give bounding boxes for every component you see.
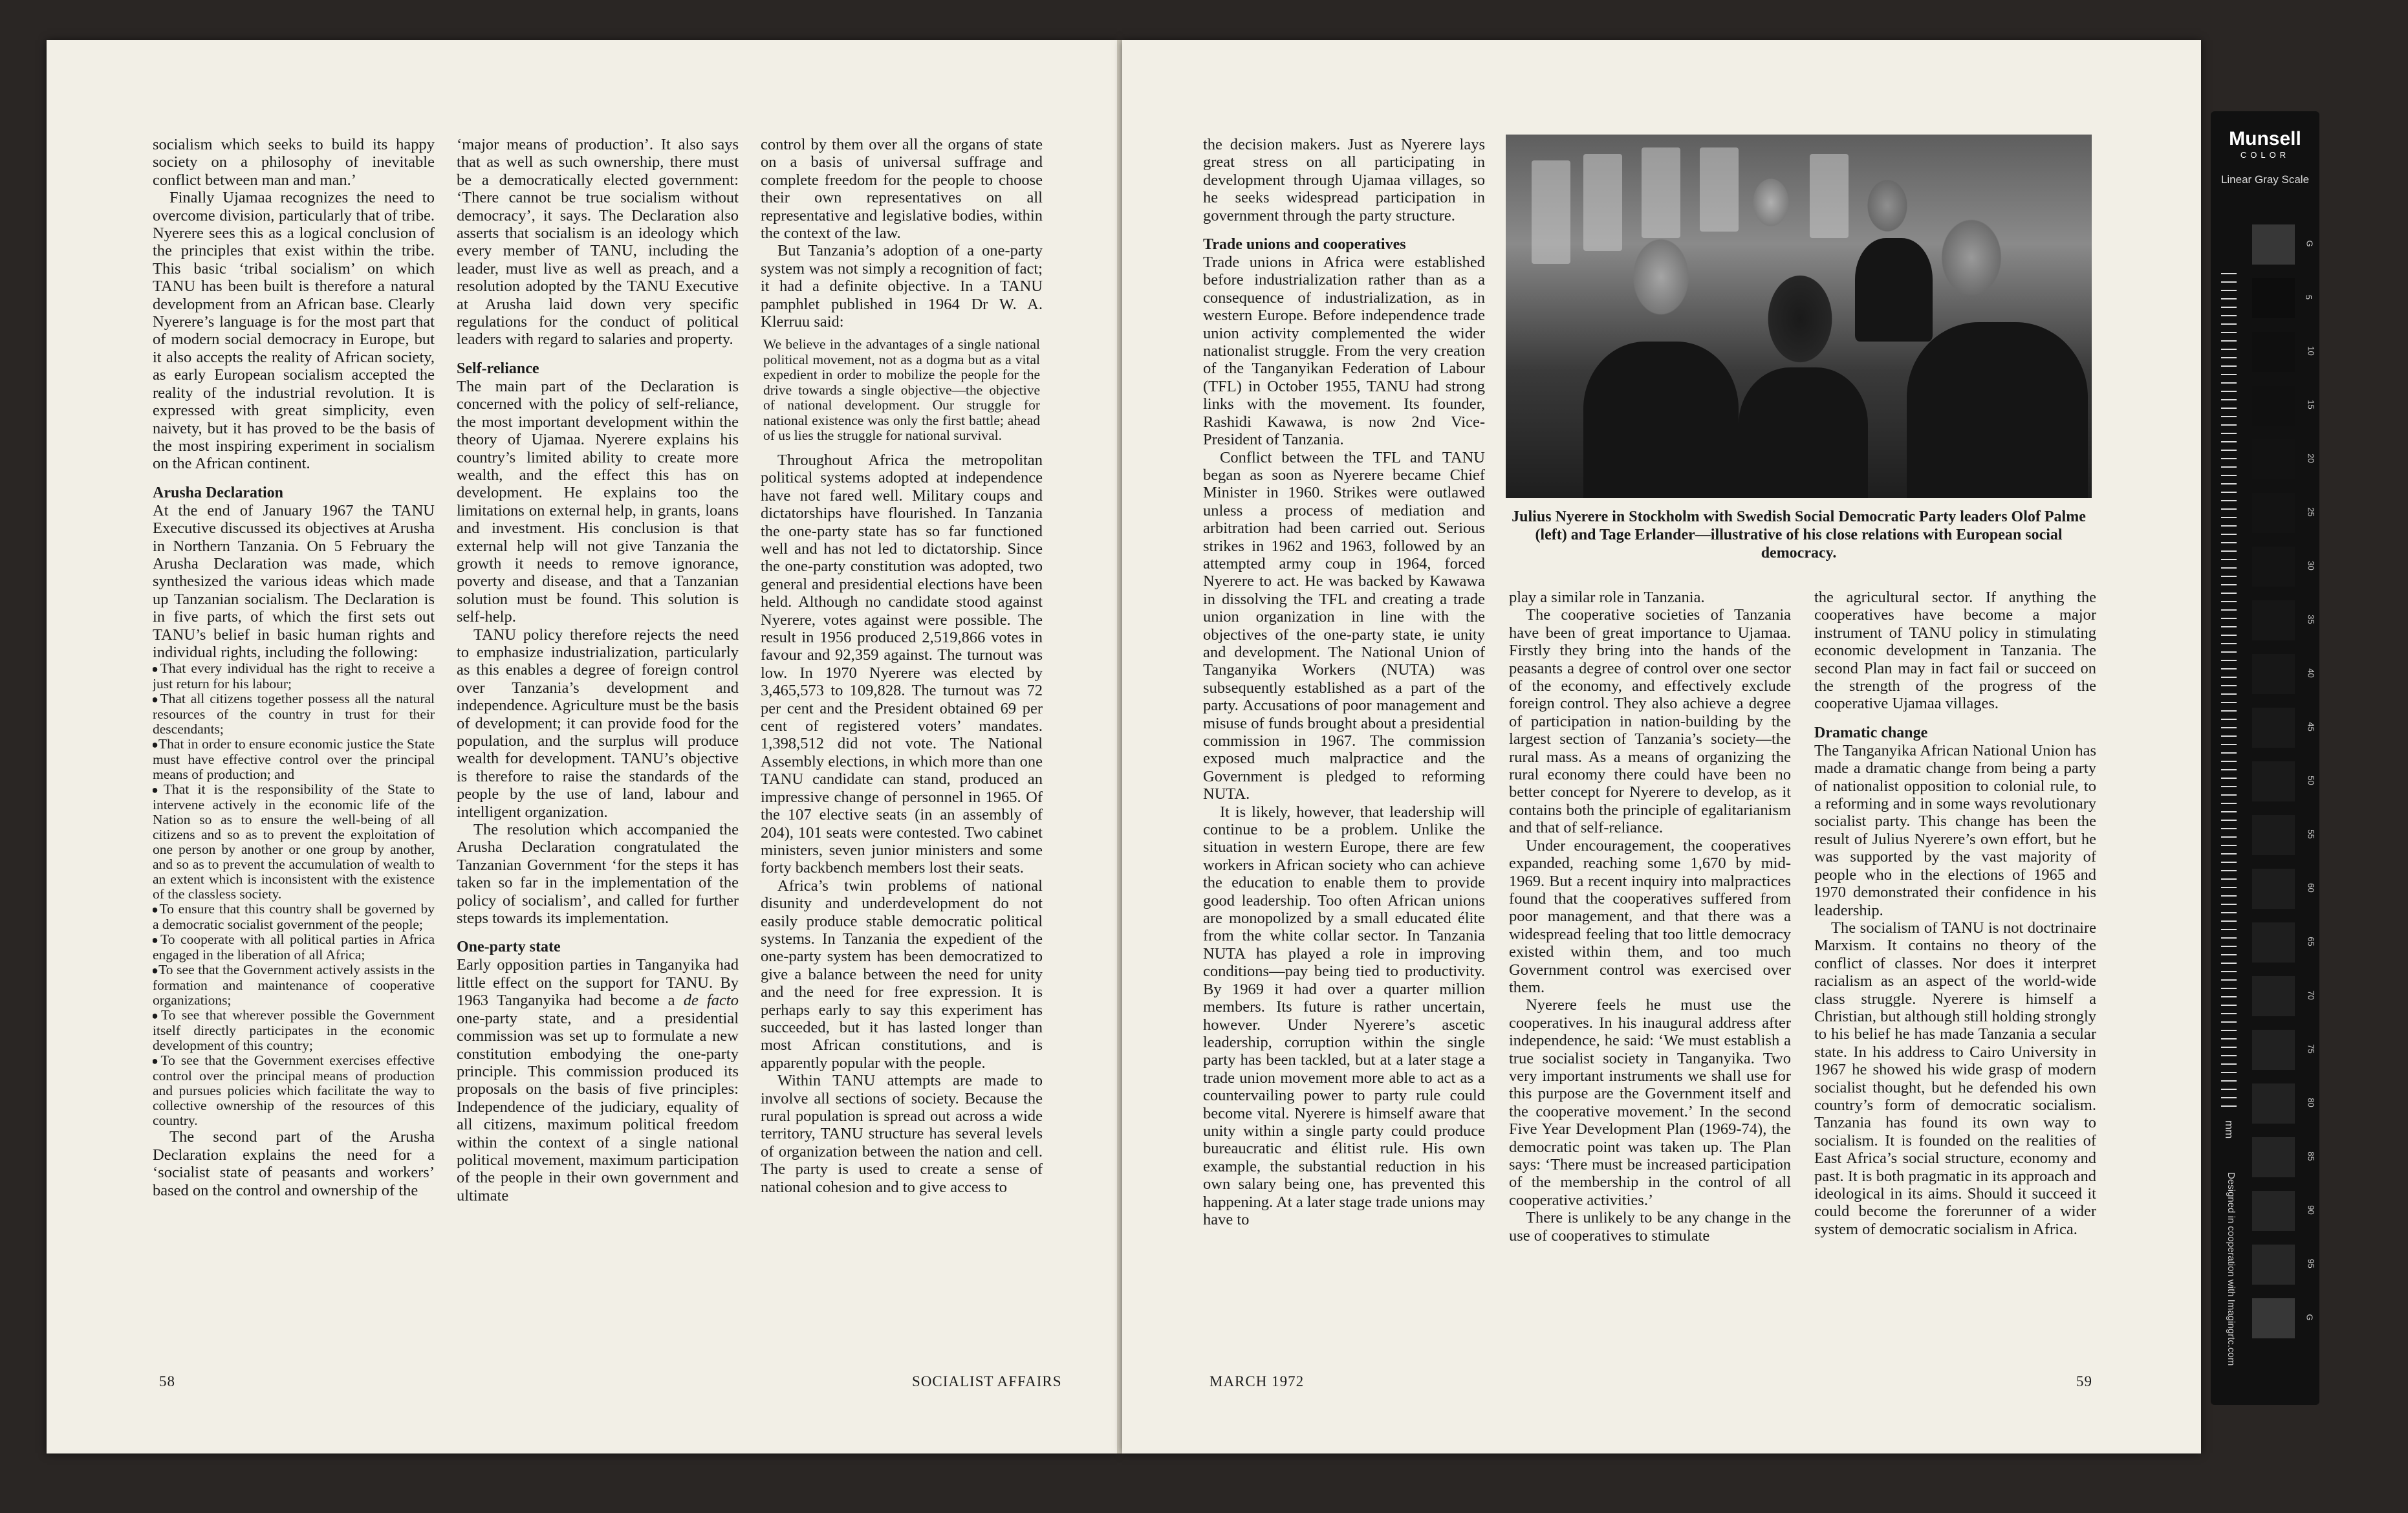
paragraph: Finally Ujamaa recognizes the need to overcome division, particularly that of tribe. Nyerere sees this as a logical conclusion of the principles that exist within the tribe. This basic ‘tribal socialism’ on which TANU has been built is therefore a natural development from an African base. Clearly Nyerere’s language is for the most part that of modern social democracy in Europe, but it also accepts the reality of African society, as early European socialism accepted the reality of the industrial revolution. It is expressed with great simplicity, even naivety, but it has proved to be the basis of the most inspiring experiment in socialism on the African continent. <box>153 189 435 473</box>
section-heading: One-party state <box>457 939 561 956</box>
gray-scale-mark: G <box>2305 1314 2315 1321</box>
gray-swatch <box>2252 815 2295 855</box>
gray-swatch <box>2252 224 2295 265</box>
gray-scale-mark: 45 <box>2306 722 2316 732</box>
millimetre-ruler <box>2221 273 2237 1114</box>
photo-caption: Julius Nyerere in Stockholm with Swedish Social Democratic Party leaders Olof Palme (left) and Tage Erlander—illustrative of his close relations with European social democracy. <box>1512 508 2086 561</box>
paragraph: Throughout Africa the metropolitan political systems adopted at independence have not fared well. Military coups and dictatorships have flourished. In Tanzania the one-party state has so far functioned well and has not led to dictatorship. Since the one-party constitution was adopted, two general and presidential elections have been held. Although no candidate stood against Nyerere, votes against were possible. The result in 1956 produced 2,519,866 votes in favour and 92,359 against. The turnout was low. In 1970 Nyerere was elected by 3,465,573 to 109,828. The turnout was 72 per cent and the President obtained 69 per cent of registered voters’ mandates. 1,398,512 did not vote. The National Assembly elections, in which more than one TANU candidate can stand, produced an impressive change of personnel in 1965. Of the 107 elective seats (in an assembly of 204), 101 seats were contested. Two cabinet ministers, seven junior ministers and some forty backbench members lost their seats. <box>761 451 1043 877</box>
bullet-item: ● To ensure that this country shall be governed by a democratic socialist government of the people; <box>153 902 435 932</box>
gray-swatch <box>2252 278 2295 318</box>
paragraph: The socialism of TANU is not doctrinaire Marxism. It contains no theory of the conflict of classes. Nor does it interpret racialism as an aspect of the world-wide class struggle. Nyerere is himself a Christian, but although still holding strongly to his belief he has made Tanzania a secular state. In his address to Cairo University in 1967 he showed his wide grasp of modern socialist thought, but he defended his own country’s form of democratic socialism. Tanzania has found its own way to socialism. It is founded on the realities of East Africa’s social structure, economy and past. It is both pragmatic in its approach and ideological in its aims. Should it succeed it could become the forerunner of a wider system of democratic socialism in Africa. <box>1814 919 2096 1238</box>
paragraph: TANU policy therefore rejects the need to emphasize industrialization, particularly as this enables a degree of foreign control over Tanzania’s development and independence. Agriculture must be the basis of development; it can provide food for the population, and the surplus will produce wealth for development. TANU’s objective is therefore to raise the standards of the people by the use of land, labour and intelligent organization. <box>457 626 739 821</box>
bullet-item: ● That every individual has the right to receive a just return for his labour; <box>153 661 435 691</box>
paragraph: But Tanzania’s adoption of a one-party system was not simply a recognition of fact; it had a definite objective. In a TANU pamphlet published in 1964 Dr W. A. Klerruu said: <box>761 242 1043 331</box>
paragraph: The cooperative societies of Tanzania have been of great importance to Ujamaa. Firstly they bring into the hands of the peasants a degree of control over one sector of the economy, and effectively exclude foreign control. They also achieve a degree of participation in nation-building by the largest section of Tanzania’s society—the rural mass. As a means of organizing the rural economy there could have been no better concept for Nyerere to develop, as it contains both the principle of egalitarianism and that of self-reliance. <box>1509 606 1791 837</box>
left-column-2 <box>457 136 739 1352</box>
gray-scale-mark: 40 <box>2306 668 2316 678</box>
gray-swatch <box>2252 1030 2295 1070</box>
paragraph: The Tanganyika African National Union has made a dramatic change from being a party of nationalist opposition to colonial rule, to a reforming and in some ways revolutionary socialist party. This change has been the result of Julius Nyerere’s own effort, but he was supported by the vast majority of people who in the elections of 1965 and 1970 demonstrated their confidence in his leadership. <box>1814 741 2096 919</box>
section-heading: Arusha Declaration <box>153 484 283 501</box>
right-column-1 <box>1203 136 1485 1352</box>
bullet-item: ● That all citizens together possess all the natural resources of the country in trust for their descendants; <box>153 691 435 737</box>
right-column-3 <box>1814 589 2096 1352</box>
gray-scale-mark: 95 <box>2306 1259 2316 1268</box>
bullet-item: ● That it is the responsibility of the State to intervene actively in the economic life of the Nation so as to ensure the well-being of all citizens and so as to prevent the exploitation of one person by another or one group by another, and so as to prevent the accumulation of wealth to an extent which is inconsistent with the existence of the classless society. <box>153 782 435 902</box>
gray-swatch <box>2252 761 2295 801</box>
right-column-2 <box>1509 589 1791 1352</box>
gray-scale-mark: 85 <box>2306 1151 2316 1161</box>
running-footer-left: SOCIALIST AFFAIRS <box>912 1373 1062 1389</box>
card-credit: Designed in cooperation with Imagingrtc.com <box>2226 1172 2237 1366</box>
card-title: Linear Gray Scale <box>2220 173 2310 186</box>
gray-swatch <box>2252 493 2295 533</box>
munsell-logo: Munsell COLOR <box>2229 128 2301 160</box>
paragraph: The main part of the Declaration is concerned with the policy of self-reliance, the most important development within the theory of Ujamaa. Nyerere explains his country’s limited ability to create more wealth, and the effect this has on development. He explains too the limitations on external help, in grants, loans and investment. His conclusion is that external help will not give Tanzania the growth it needs to remove ignorance, poverty and disease, and that a Tanzanian solution must be found. This solution is self-help. <box>457 377 739 626</box>
bullet-item: ● To see that the Government actively assists in the formation and maintenance of cooperative organizations; <box>153 963 435 1008</box>
paragraph: The second part of the Arusha Declaration explains the need for a ‘socialist state of peasants and workers’ based on the control and ownership of the <box>153 1128 435 1199</box>
gray-scale-mark: 20 <box>2306 453 2316 463</box>
photo-nyerere-stockholm <box>1506 135 2092 498</box>
paragraph: socialism which seeks to build its happy society on a philosophy of inevitable conflict between man and man.’ <box>153 136 435 189</box>
page-number-left: 58 <box>159 1373 175 1389</box>
gray-swatch <box>2252 1298 2295 1338</box>
paragraph: Under encouragement, the cooperatives expanded, reaching some 1,670 by mid-1969. But a recent inquiry into malpractices found that the cooperatives suffered from poor management, and that there was a widespread feeling that too little democracy existed within them, and too much Government control was exercised over them. <box>1509 836 1791 996</box>
section-heading: Dramatic change <box>1814 724 1928 741</box>
ruler-unit: mm <box>2223 1120 2235 1139</box>
gray-scale-mark: 70 <box>2306 990 2316 1000</box>
gray-scale-mark: G <box>2305 240 2315 247</box>
gray-swatch <box>2252 1245 2295 1285</box>
gray-scale-mark: 65 <box>2306 937 2316 946</box>
bullet-item: ● That in order to ensure economic justice the State must have effective control over the principal means of production; and <box>153 737 435 782</box>
block-quote: We believe in the advantages of a single national political movement, not as a dogma but as a vital expedient in order to mobilize the people for the drive towards a single objective—the objective of national development. Our struggle for national existence was only the first battle; ahead of us lies the struggle for national survival. <box>763 336 1040 444</box>
paragraph: ‘major means of production’. It also says that as well as such ownership, there must be a democratically elected government: ‘There cannot be true socialism without democracy’, it says. The Declaration also asserts that socialism is an ideology which every member of TANU, including the leader, must live as well as preach, and a resolution adopted by the TANU Executive at Arusha laid down very specific regulations for the conduct of political leaders with regard to salaries and property. <box>457 136 739 349</box>
gray-swatch <box>2252 922 2295 963</box>
section-heading: Trade unions and cooperatives <box>1203 236 1406 254</box>
gray-scale-mark: 55 <box>2306 829 2316 839</box>
paragraph: Within TANU attempts are made to involve all sections of society. Because the rural population is spread out across a wide territory, TANU structure has several levels of organization between the nation and cell. The party is used to create a sense of national cohesion and to give access to <box>761 1072 1043 1196</box>
paragraph: There is unlikely to be any change in the use of cooperatives to stimulate <box>1509 1209 1791 1245</box>
bullet-item: ● To see that wherever possible the Government itself directly participates in the economic development of this country; <box>153 1008 435 1053</box>
paragraph: Conflict between the TFL and TANU began as soon as Nyerere became Chief Minister in 1960. Strikes were outlawed unless a process of mediation and arbitration had been carried out. Serious strikes in 1962 and 1963, followed by an attempted army coup in 1964, forced Nyerere to act. He was backed by Kawawa in dissolving the TFL and creating a trade union organization in line with the objectives of the one-party state, ie unity and development. The National Union of Tanganyika Workers (NUTA) was subsequently established as a part of the party. Accusations of poor management and misuse of funds brought about a presidential commission in 1967. The commission exposed much malpractice and the Government is pledged to reforming NUTA. <box>1203 448 1485 803</box>
page-number-right: 59 <box>2076 1373 2092 1389</box>
section-heading: Self-reliance <box>457 360 539 377</box>
bullet-list <box>153 661 435 1128</box>
gray-scale-mark: 75 <box>2306 1044 2316 1054</box>
gray-swatch <box>2252 1191 2295 1231</box>
gray-scale-mark: 15 <box>2306 400 2316 409</box>
gray-swatch <box>2252 332 2295 372</box>
gray-swatch <box>2252 1137 2295 1177</box>
gray-swatch <box>2252 547 2295 587</box>
paragraph: control by them over all the organs of state on a basis of universal suffrage and complete freedom for the people to choose their own representatives on all representative and legislative bodies, within the context of the law. <box>761 136 1043 243</box>
gray-scale-mark: 60 <box>2306 883 2316 893</box>
gray-scale-mark: 80 <box>2306 1098 2316 1107</box>
paragraph: Early opposition parties in Tanganyika had little effect on the support for TANU. By 1963 Tanganyika had become a de facto one-party state, and a presidential commission was set up to formulate a new constitution embodying the one-party principle. This commission produced its proposals on the basis of five principles: Independence of the judiciary, equality of all citizens, maximum political freedom within the context of a single national political movement, maximum participation of the people in their own government and ultimate <box>457 956 739 1204</box>
paragraph: Africa’s twin problems of national disunity and underdevelopment do not easily produce stable democratic political systems. In Tanzania the expedient of the one-party system has been democratized to give a balance between the need for unity and the need for free expression. It is perhaps early to say this experiment has succeeded, but it has lasted longer than most African constitutions, and is apparently popular with the people. <box>761 876 1043 1072</box>
paragraph: The resolution which accompanied the Arusha Declaration congratulated the Tanzanian Government ‘for the steps it has taken so far in the implementation of the policy of socialism’, and called for further steps towards its implementation. <box>457 821 739 928</box>
bullet-item: ● To see that the Government exercises effective control over the principal means of production and pursues policies which facilitate the way to collective ownership of the resources of this country. <box>153 1053 435 1128</box>
paragraph: play a similar role in Tanzania. <box>1509 589 1705 606</box>
paragraph: At the end of January 1967 the TANU Executive discussed its objectives at Arusha in Northern Tanzania. On 5 February the Arusha Declaration was made, which synthesized the various ideas which made up Tanzanian socialism. The Declaration is in five parts, of which the first sets out TANU’s belief in basic human rights and individual rights, including the following: <box>153 501 435 661</box>
bullet-item: ● To cooperate with all political parties in Africa engaged in the liberation of all Africa; <box>153 932 435 963</box>
gray-scale-mark: 10 <box>2306 346 2316 356</box>
gray-swatch <box>2252 1083 2295 1124</box>
gray-scale-mark: 30 <box>2306 561 2316 571</box>
gray-swatch <box>2252 869 2295 909</box>
paragraph: Nyerere feels he must use the cooperatives. In his inaugural address after independence, he said: ‘We must establish a true socialist society in Tanganyika. Two very important instruments we shall use for this purpose are the Government itself and the cooperative movement.’ In the second Five Year Development Plan (1969-74), the democratic point was taken up. The Plan says: ‘There must be increased participation of the membership in the control of all cooperative activities.’ <box>1509 996 1791 1209</box>
gray-swatch <box>2252 708 2295 748</box>
gray-scale-mark: 25 <box>2306 507 2316 517</box>
gray-scale-mark: 35 <box>2306 615 2316 624</box>
gray-scale-mark: 50 <box>2306 776 2316 785</box>
paragraph: the agricultural sector. If anything the cooperatives have become a major instrument of TANU policy in stimulating economic development in Tanzania. The second Plan may in fact fail or succeed on the strength of the progress of the cooperative Ujamaa villages. <box>1814 589 2096 713</box>
paragraph: Trade unions in Africa were established before industrialization rather than as a consequence of industrialization, as in western Europe. Before independence trade union activity complemented the wider nationalist struggle. From the very creation of the Tanganyikan Federation of Labour (TFL) in October 1955, TANU had strong links with the movement. Its founder, Rashidi Kawawa, is now 2nd Vice-President of Tanzania. <box>1203 254 1485 449</box>
gray-scale-mark: 90 <box>2306 1205 2316 1215</box>
gray-swatch <box>2252 600 2295 640</box>
left-column-3 <box>761 136 1043 1352</box>
gray-swatch <box>2252 654 2295 694</box>
gray-swatch <box>2252 439 2295 479</box>
munsell-gray-scale-card <box>2211 111 2319 1405</box>
paragraph: It is likely, however, that leadership will continue to be a problem. Unlike the situation in western Europe, there are few workers in African society who can achieve the education to enable them to provide good leadership. Too often African unions are monopolized by a small educated élite from the white collar sector. In Tanzania NUTA has played a role in improving conditions—pay being tied to productivity. By 1969 it had over a quarter million members. Its future is rather uncertain, however. Under Nyerere’s ascetic leadership, corruption within the single party has been tackled, but at a later stage a trade union movement more able to act as a countervailing power to party rule could become vital. Nyerere is himself aware that unity within a single party could produce bureaucratic and élitist rule. His own example, the substantial reduction in his own salary being one, has prevented this happening. At a later stage trade unions may have to <box>1203 803 1485 1228</box>
running-footer-right: MARCH 1972 <box>1209 1373 1305 1389</box>
paragraph: the decision makers. Just as Nyerere lays great stress on all participating in development through Ujamaa villages, so he seeks widespread participation in government through the party structure. <box>1203 136 1485 224</box>
gray-scale-mark: 5 <box>2304 294 2314 300</box>
left-column-1 <box>153 136 435 1352</box>
spine-gutter <box>1117 40 1122 1453</box>
gray-swatch <box>2252 386 2295 426</box>
gray-swatch <box>2252 976 2295 1016</box>
